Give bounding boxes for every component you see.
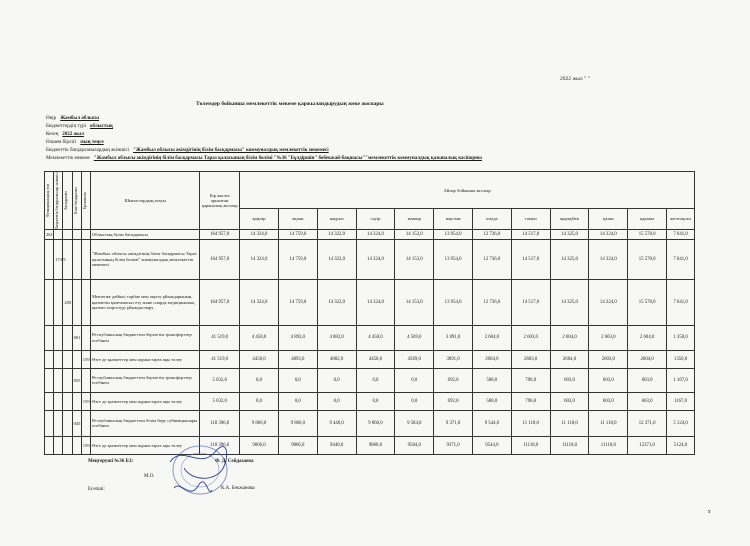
- code-cell: [45, 350, 54, 368]
- month-value-cell: 0,0: [356, 368, 395, 392]
- meta-administrator: Бюджеттік бағдарламалардың әкімшісі "Жамбыл облысы әкімдігінің білім басқармасы" коммуналдық мемлекеттік мекемесі: [46, 148, 329, 153]
- total-cell: 41 519,0: [200, 350, 240, 368]
- table-row: [45, 436, 695, 454]
- month-value-cell: 0,0: [278, 392, 317, 410]
- code-cell: [45, 368, 54, 392]
- expense-name-cell: Өзге де қызметтер мен жұмыстарға ақы төлеу: [90, 436, 199, 454]
- col-header-total: Бір жылға арналған қаржылық жоспар: [200, 172, 240, 230]
- month-value-cell: 11 118,0: [550, 410, 589, 436]
- month-value-cell: 12 736,0: [472, 279, 511, 325]
- code-cell: [81, 279, 90, 325]
- month-value-cell: 14 517,0: [511, 229, 550, 239]
- month-value-cell: 14 153,0: [395, 229, 434, 239]
- month-value-cell: 603,0: [550, 392, 589, 410]
- month-value-cell: 11 118,0: [589, 410, 628, 436]
- code-cell: [54, 392, 63, 410]
- month-value-cell: 9 584,0: [395, 410, 434, 436]
- code-cell: 045: [72, 410, 81, 436]
- month-value-cell: 9 440,0: [317, 410, 356, 436]
- table-row: [45, 229, 695, 239]
- month-value-cell: 14 324,0: [356, 239, 395, 279]
- table-row: [45, 410, 695, 436]
- month-value-cell: 9866,0: [356, 436, 395, 454]
- col-header-func-group: Функционалдық топ: [45, 172, 54, 230]
- code-cell: [63, 436, 72, 454]
- code-cell: 159: [81, 436, 90, 454]
- month-value-cell: 4 893,0: [278, 325, 317, 350]
- month-value-cell: 2 604,0: [628, 325, 667, 350]
- accountant-title: Есепші:: [88, 487, 105, 492]
- month-value-cell: 14 153,0: [395, 279, 434, 325]
- code-cell: 200: [63, 279, 72, 325]
- official-seal-and-signature: [160, 440, 240, 510]
- month-value-cell: 13 954,0: [434, 229, 473, 239]
- month-header: қазан: [589, 209, 628, 229]
- month-value-cell: 2604,0: [472, 350, 511, 368]
- total-cell: 118 396,0: [200, 436, 240, 454]
- total-cell: 5 032,0: [200, 392, 240, 410]
- code-cell: 261: [45, 229, 54, 239]
- month-value-cell: 0,0: [278, 368, 317, 392]
- month-value-cell: 4 882,0: [317, 325, 356, 350]
- total-cell: 164 957,0: [200, 229, 240, 239]
- meta-period: Кезең 2022 жыл: [46, 132, 84, 137]
- month-value-cell: 14 325,0: [550, 279, 589, 325]
- expense-name-cell: Өзге де қызметтер мен жұмыстарға ақы төлеу: [90, 350, 199, 368]
- month-value-cell: 692,0: [434, 392, 473, 410]
- code-cell: [72, 436, 81, 454]
- month-value-cell: 7 641,0: [667, 229, 695, 239]
- code-cell: [81, 410, 90, 436]
- meta-budget-type: Бюджеттердің түрі облыстық: [46, 124, 114, 129]
- month-value-cell: 588,0: [472, 368, 511, 392]
- month-value-cell: 14 325,0: [550, 229, 589, 239]
- month-value-cell: 796,0: [511, 392, 550, 410]
- month-value-cell: 2 603,0: [589, 325, 628, 350]
- col-header-subprogram: Кіші бағдарлама: [72, 172, 81, 230]
- month-header: тамыз: [511, 209, 550, 229]
- table-row: [45, 239, 695, 279]
- code-cell: [54, 279, 63, 325]
- month-value-cell: 14 325,0: [550, 239, 589, 279]
- meta-institution: Мемлекеттік мекеме "Жамбыл облысы әкімдігінің білім басқармасы Тараз қаласының білім бөлімі "№36 "Бұлдіршін" бөбекжай-бақшасы""мемлекеттік коммуналдық қазыналық кәсіпорны: [46, 156, 482, 161]
- month-value-cell: 2604,0: [628, 350, 667, 368]
- month-value-cell: 9 544,0: [472, 410, 511, 436]
- month-value-cell: 14 324,0: [240, 239, 279, 279]
- code-cell: [63, 368, 72, 392]
- code-cell: 159: [81, 350, 90, 368]
- code-cell: [54, 436, 63, 454]
- code-cell: [63, 392, 72, 410]
- month-value-cell: 12 736,0: [472, 229, 511, 239]
- code-cell: 17/05: [54, 239, 63, 279]
- month-value-cell: 2 604,0: [550, 325, 589, 350]
- expense-name-cell: Республикалық бюджеттен берілетін трансферттер есебінен: [90, 325, 199, 350]
- month-value-cell: 603,0: [628, 368, 667, 392]
- head-title: Меңгеруші №36 БЗ:: [88, 459, 134, 464]
- code-cell: [72, 229, 81, 239]
- code-cell: [45, 239, 54, 279]
- month-value-cell: 9371,0: [434, 436, 473, 454]
- month-value-cell: 603,0: [628, 392, 667, 410]
- document-title: Төлемдер бойынша мемлекеттік мекеме қаржыландырудың жеке жоспары: [196, 101, 384, 107]
- month-value-cell: 14 324,0: [589, 229, 628, 239]
- month-value-cell: 14 324,0: [356, 229, 395, 239]
- code-cell: [45, 410, 54, 436]
- expense-name-cell: Мектепке дейінгі тәрбие мен оқыту ұйымдарының қызметін қамтамасыз ету және оларда медициналық қызмет көрсетуді ұйымдастыру: [90, 279, 199, 325]
- total-cell: 164 957,0: [200, 279, 240, 325]
- month-value-cell: 5124,0: [667, 436, 695, 454]
- month-value-cell: 692,0: [434, 368, 473, 392]
- col-header-name: Шығыстардың атауы: [90, 172, 199, 230]
- month-value-cell: 14 759,0: [278, 239, 317, 279]
- col-header-specific: Ерекшелік: [81, 172, 90, 230]
- month-header: желтоқсан: [667, 209, 695, 229]
- month-value-cell: 2604,0: [550, 350, 589, 368]
- code-cell: [63, 410, 72, 436]
- month-value-cell: 588,0: [472, 392, 511, 410]
- code-cell: [54, 350, 63, 368]
- month-value-cell: 15 578,0: [628, 239, 667, 279]
- expense-name-cell: "Жамбыл облысы әкімдігінің білім басқармасы Тараз қаласының білім бөлімі" коммуналдық мемлекеттік мекемесі: [90, 239, 199, 279]
- month-value-cell: 14 322,0: [317, 229, 356, 239]
- month-value-cell: 14 517,0: [511, 279, 550, 325]
- code-cell: 159: [81, 392, 90, 410]
- month-value-cell: 9584,0: [395, 436, 434, 454]
- col-header-program: Бағдарлама: [63, 172, 72, 230]
- month-value-cell: 12 371,0: [628, 410, 667, 436]
- col-header-months-group: Айлар бойынша жоспар: [240, 172, 695, 209]
- month-value-cell: 14 759,0: [278, 279, 317, 325]
- month-value-cell: 9440,0: [317, 436, 356, 454]
- month-value-cell: 14 322,0: [317, 279, 356, 325]
- month-header: қыркүйек: [550, 209, 589, 229]
- code-cell: [45, 392, 54, 410]
- expense-name-cell: Республикалық бюджеттен берілетін трансферттер есебінен: [90, 368, 199, 392]
- code-cell: [45, 279, 54, 325]
- total-cell: 41 519,0: [200, 325, 240, 350]
- month-value-cell: 9 866,0: [356, 410, 395, 436]
- month-value-cell: 4 569,0: [395, 325, 434, 350]
- month-value-cell: 11118,0: [511, 436, 550, 454]
- month-value-cell: 796,0: [511, 368, 550, 392]
- month-value-cell: 2 603,0: [511, 325, 550, 350]
- month-value-cell: 1 167,0: [667, 368, 695, 392]
- month-value-cell: 11118,0: [550, 436, 589, 454]
- expense-name-cell: Өзге де қызметтер мен жұмыстарға ақы төлеу: [90, 392, 199, 410]
- code-cell: [54, 368, 63, 392]
- month-value-cell: 14 759,0: [278, 229, 317, 239]
- month-value-cell: 9544,0: [472, 436, 511, 454]
- table-row: [45, 350, 695, 368]
- month-value-cell: 3891,0: [434, 350, 473, 368]
- month-value-cell: 9866,0: [240, 436, 279, 454]
- month-value-cell: 9 866,0: [240, 410, 279, 436]
- total-cell: 5 032,0: [200, 368, 240, 392]
- code-cell: [63, 350, 72, 368]
- month-header: қаңтар: [240, 209, 279, 229]
- month-value-cell: 14 324,0: [240, 279, 279, 325]
- month-header: қараша: [628, 209, 667, 229]
- month-value-cell: 4569,0: [395, 350, 434, 368]
- month-value-cell: 13 954,0: [434, 239, 473, 279]
- month-value-cell: 12371,0: [628, 436, 667, 454]
- total-cell: 118 396,0: [200, 410, 240, 436]
- month-value-cell: 15 578,0: [628, 229, 667, 239]
- code-cell: [81, 368, 90, 392]
- head-name: Ф. Д. Сейдазаева: [215, 459, 254, 464]
- code-cell: [45, 436, 54, 454]
- month-value-cell: 9 371,0: [434, 410, 473, 436]
- month-value-cell: 603,0: [589, 368, 628, 392]
- month-value-cell: 0,0: [317, 368, 356, 392]
- month-value-cell: 0,0: [356, 392, 395, 410]
- code-cell: [81, 239, 90, 279]
- month-value-cell: 0,0: [395, 368, 434, 392]
- month-header: маусым: [434, 209, 473, 229]
- code-cell: [81, 325, 90, 350]
- month-value-cell: 14 324,0: [589, 239, 628, 279]
- code-cell: [81, 229, 90, 239]
- code-cell: 001: [72, 325, 81, 350]
- margin-mark: ɤ: [708, 509, 711, 515]
- code-cell: [63, 325, 72, 350]
- month-value-cell: 3 891,0: [434, 325, 473, 350]
- month-header: наурыз: [317, 209, 356, 229]
- month-value-cell: 603,0: [589, 392, 628, 410]
- month-value-cell: 15 578,0: [628, 279, 667, 325]
- month-value-cell: 4882,0: [317, 350, 356, 368]
- code-cell: [72, 239, 81, 279]
- code-cell: [72, 279, 81, 325]
- month-value-cell: 12 736,0: [472, 239, 511, 279]
- month-value-cell: 2 604,0: [472, 325, 511, 350]
- month-value-cell: 603,0: [550, 368, 589, 392]
- month-value-cell: 1 350,0: [667, 325, 695, 350]
- expense-name-cell: Облыстың білім басқармасы: [90, 229, 199, 239]
- col-header-admin: Бюджеттік бағдарламалар әкімшісі: [54, 172, 63, 230]
- month-value-cell: 7 641,0: [667, 279, 695, 325]
- table-row: [45, 279, 695, 325]
- month-value-cell: 0,0: [395, 392, 434, 410]
- month-header: мамыр: [395, 209, 434, 229]
- month-value-cell: 11 118,0: [511, 410, 550, 436]
- month-header: сәуір: [356, 209, 395, 229]
- table-row: [45, 325, 695, 350]
- month-value-cell: 0,0: [240, 368, 279, 392]
- meta-unit: Өлшем бірлігі мың теңге: [46, 140, 104, 145]
- month-value-cell: 4 458,0: [356, 325, 395, 350]
- month-value-cell: 1167,0: [667, 392, 695, 410]
- month-value-cell: 2603,0: [511, 350, 550, 368]
- month-header: ақпан: [278, 209, 317, 229]
- stamp-label: М.О.: [144, 474, 155, 479]
- code-cell: [54, 410, 63, 436]
- month-value-cell: 4458,0: [240, 350, 279, 368]
- month-value-cell: 9 866,0: [278, 410, 317, 436]
- expense-name-cell: Республикалық бюджеттен білім беру субвенциялары есебінен: [90, 410, 199, 436]
- code-cell: [54, 325, 63, 350]
- code-cell: [72, 350, 81, 368]
- month-value-cell: 1350,0: [667, 350, 695, 368]
- month-value-cell: 4458,0: [356, 350, 395, 368]
- month-header: шілде: [472, 209, 511, 229]
- month-value-cell: 14 322,0: [317, 239, 356, 279]
- month-value-cell: 7 641,0: [667, 239, 695, 279]
- meta-region: Өңір Жамбыл облысы: [46, 116, 100, 121]
- table-body: [45, 229, 695, 454]
- code-cell: [45, 325, 54, 350]
- document-date: 2022 жыл " ": [560, 76, 590, 82]
- month-value-cell: 0,0: [240, 392, 279, 410]
- code-cell: [72, 392, 81, 410]
- month-value-cell: 14 517,0: [511, 239, 550, 279]
- table-row: [45, 392, 695, 410]
- month-value-cell: 4893,0: [278, 350, 317, 368]
- table-row: [45, 368, 695, 392]
- month-value-cell: 9866,0: [278, 436, 317, 454]
- month-value-cell: 4 458,0: [240, 325, 279, 350]
- code-cell: 055: [72, 368, 81, 392]
- financing-plan-table: [44, 171, 695, 455]
- total-cell: 164 957,0: [200, 239, 240, 279]
- month-value-cell: 14 153,0: [395, 239, 434, 279]
- accountant-name: К.А. Бекжанова: [221, 486, 255, 491]
- month-value-cell: 14 324,0: [240, 229, 279, 239]
- month-value-cell: 11118,0: [589, 436, 628, 454]
- month-value-cell: 2603,0: [589, 350, 628, 368]
- code-cell: [54, 229, 63, 239]
- month-value-cell: 14 324,0: [589, 279, 628, 325]
- month-value-cell: 0,0: [317, 392, 356, 410]
- month-value-cell: 13 954,0: [434, 279, 473, 325]
- month-value-cell: 5 124,0: [667, 410, 695, 436]
- code-cell: [63, 229, 72, 239]
- month-value-cell: 14 324,0: [356, 279, 395, 325]
